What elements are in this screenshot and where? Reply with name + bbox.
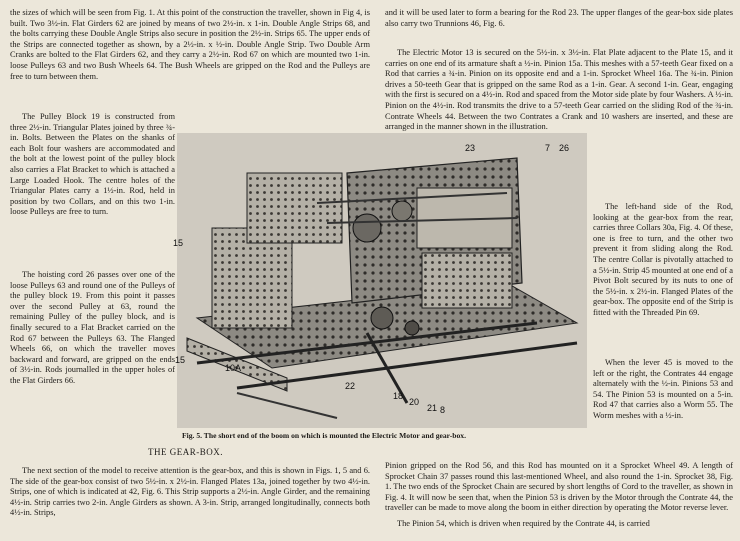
figure-label-18: 18 (393, 391, 404, 401)
figure-label-20: 20 (409, 397, 420, 407)
paragraph-hoisting-cord: The hoisting cord 26 passes over one of the loose Pulleys 63 and round one of the Pulleys of the pulley block 19. From this point it passes over the second Pulley at 63, round the remaining Pulley of the pulley block, and is finally secured to a Flat Bracket carried on the Rod 67 between the Pulleys 63. The Flanged Wheels 66, on which the traveller moves backward and forward, are gripped on the ends of 3½-in. Rods journalled in the upper holes of the Flat Girders 66. (10, 270, 175, 385)
paragraph-electric-motor: The Electric Motor 13 is secured on the 5½-in. x 3½-in. Flat Plate adjacent to the Plate 15, and it carries on one end of its armature shaft a ½-in. Pinion 15a. This meshes with a 57-teeth Gear fixed on a Rod that carries a ¾-in. Pinion on its opposite end and a 1-in. Sprocket Wheel 16a. The ¾-in. Pinion drives a 50-teeth Gear that is gripped on the same Rod as a 1-in. Gear. A second 1-in. Gear, engaging with the first is secured on a 4½-in. Rod and spaced from the Motor side plate by four Washers. A ½-in. Pinion on the 4½-in. Rod transmits the drive to a 57-teeth Gear carried on the sliding Rod of the ¾-in. Contrate Wheels 44. Between the two Contrates a Crank and 10 washers are inserted, and these are arranged in the manner shown in the illustration. (385, 48, 733, 132)
paragraph-left-hand-side: The left-hand side of the Rod, looking at the gear-box from the rear, carries three Collars 30a, Fig. 4. Of these, one is free to turn, and the other two prevent it from sliding along the Rod. The centre Collar is pivotally attached to a 5½-in. Strip 45 mounted at one end of a Pivot Bolt secured by its nuts to one of the 5½-in. x 2½-in. Flanged Plates of the gear-box. The opposite end of the Strip is fitted with the Threaded Pin 69. (593, 202, 733, 317)
paragraph-traveller: the sizes of which will be seen from Fig. 1. At this point of the construction the traveller, shown in Fig 4, is built. Two 3½-in. Flat Girders 62 are joined by means of two 2½-in. x 1-in. Double Angle Strips 68, and the bolts carrying these Double Angle Strips also secure in position the 2½-in. Strips 65. The upper ends of the Strips are connected together as shown, by a 2½-in. x ½-in. Double Angle Strip. Two Double Arm Cranks are bolted to the Flat Girders 62, and they carry a 2½-in. Rod 67 on which are mounted two 1-in. loose Pulleys 63 and two Bush Wheels 64. The Bush Wheels are gripped on the Rod and the Pulleys are free to turn between them. (10, 8, 370, 81)
paragraph-pinion-54: The Pinion 54, which is driven when required by the Contrate 44, is carried (397, 519, 650, 528)
figure-caption: Fig. 5. The short end of the boom on which is mounted the Electric Motor and gear-box. (182, 431, 466, 440)
figure-label-21: 21 (427, 403, 438, 413)
section-heading-gear-box: THE GEAR-BOX. (148, 447, 223, 457)
figure-label-10a: 10A (225, 363, 242, 373)
figure-label-15-upper: 15 (173, 238, 184, 248)
figure-5-photo (173, 133, 587, 428)
figure-label-22: 22 (345, 381, 356, 391)
paragraph-trunnions: and it will be used later to form a bearing for the Rod 23. The upper flanges of the gear-box side plates also carry two Trunnions 46, Fig. 6. (385, 8, 733, 28)
figure-label-7: 7 (545, 143, 551, 153)
figure-label-23: 23 (465, 143, 476, 153)
paragraph-pulley-block: The Pulley Block 19 is constructed from three 2½-in. Triangular Plates joined by three ¾-in. Bolts. Between the Plates on the shanks of each Bolt four washers are accommodated and the bolt at the lowest point of the pulley block also carries a Flat Bracket to which is attached a Large Loaded Hook. The centre holes of the Triangular Plates carry a 1½-in. Rod, held in position by two Collars, and on this two 1-in. loose Pulleys are free to turn. (10, 112, 175, 217)
figure-label-15-lower: 15 (175, 355, 186, 365)
paragraph-gear-box: The next section of the model to receive attention is the gear-box, and this is shown in Figs. 1, 5 and 6. The side of the gear-box consist of two 5½-in. x 2½-in. Flanged Plates 13a, joined together by two 4½-in. Strips, one of which is indicated at 42, Fig. 6. This Strip supports a 2½-in. Angle Girder, and the remaining 4½-in. Strip carries two 2-in. Angle Girders as shown. A 3-in. Strip, arranged longitudinally, connects both 4½-in. Strips, (10, 466, 370, 518)
paragraph-lever: When the lever 45 is moved to the left or the right, the Contrates 44 engage alternately with the ½-in. Pinions 53 and 54. The Pinion 53 is mounted on a 5-in. Rod 47 that carries also a Worm 55. The Worm meshes with a ½-in. (593, 358, 733, 420)
paragraph-sprocket-chain: Pinion gripped on the Rod 56, and this Rod has mounted on it a Sprocket Wheel 49. A length of Sprocket Chain 37 passes round this last-mentioned Wheel, and also round the 1-in. Sprocket 38, Fig. 1. The two ends of the Sprocket Chain are secured by short lengths of Cord to the traveller, as shown in Fig. 4. It will now be seen that, when the Pinion 53 is driven by the Motor through the Contrate 44, the traveller can be made to move along the boom in either direction by operating the Motor reverse lever. (385, 461, 733, 513)
gearbox-photo-illustration (177, 133, 587, 428)
figure-label-26: 26 (559, 143, 570, 153)
figure-label-8: 8 (440, 405, 446, 415)
